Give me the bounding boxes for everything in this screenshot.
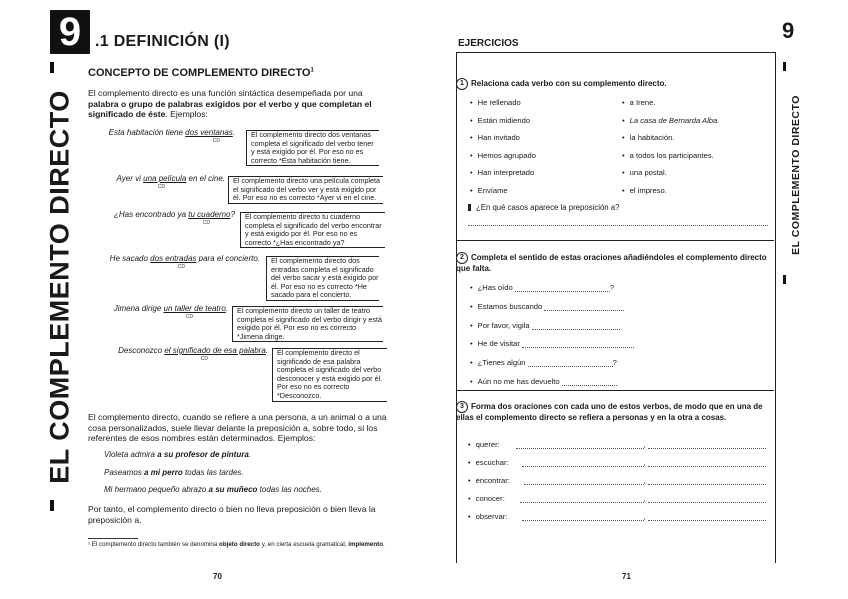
sentence-item [470,358,670,367]
exercise-1-complements [622,98,772,195]
right-side-title: EL COMPLEMENTO DIRECTO [790,95,802,255]
sentence-start: ¿Has oído [477,283,513,292]
cd-mark: CD [200,355,208,362]
example-note: El complemento directo una película completa el significado del verbo ver y está exigido por él. Por eso no es correcto *Ayer vi en el cine. [228,176,383,204]
cd-mark: CD [185,313,193,320]
exercise-2-items [470,283,670,386]
banner-dash [783,62,786,71]
complement-item: • a todos los participantes. [622,151,772,160]
example-note: El complemento directo dos entradas completa el significado del verbo sacar y está exigido por él. Por eso no es correcto *He sacado para el concierto. [266,256,379,301]
verb-line: • querer: , [468,440,768,449]
blank-persons[interactable] [522,513,644,521]
left-side-banner [42,60,78,515]
blank[interactable] [515,284,610,292]
example-cd: dos entradas [150,254,197,263]
exercise-number: 3 [456,401,468,413]
example-note: El complemento directo tu cuaderno completa el significado del verbo encontrar y está exigido por él. Por eso no es correcto *¿Has encontrado ya? [240,212,385,248]
sentence-start: Estamos buscando [477,301,543,311]
footnote-bold: implemento [348,541,383,548]
verb-line: • observar: , [468,512,768,521]
sentence-end: ? [612,358,617,368]
example2-bold: a su profesor de pintura [157,450,249,459]
complement-item: • La casa de Bernarda Alba. [622,116,772,125]
verb-item: • Hemos agrupado [470,151,610,160]
example-cd: el significado de esa palabra [164,346,266,355]
footnote-text: . [382,541,385,548]
blank[interactable] [544,303,624,311]
example-post: en el cine. [186,174,225,183]
left-side-title: EL COMPLEMENTO DIRECTO [44,90,75,484]
exercise-2-title [456,252,771,274]
exercise-1-question [468,203,619,212]
square-bullet [468,204,471,211]
example-post: para el concierto. [196,254,260,263]
cd-mark: CD [157,183,165,190]
example-note: El complemento directo un taller de teatro completa el significado del verbo dirigir y está exigido por él. Por eso no es correcto *Jimena dirige. [232,306,383,342]
example-pre: Esta habitación tiene [108,128,186,137]
blank-persons[interactable] [520,495,644,503]
example-post: . [225,304,228,313]
exercise-1-verbs [470,98,610,195]
footnote-ref: 1 [310,67,314,74]
example-cd: tu cuaderno [188,210,231,219]
exercise-title-text: Relaciona cada verbo con su complemento directo. [471,79,667,89]
example2-bold: a su muñeco [208,485,258,495]
example2-post: todas las tardes. [182,467,244,477]
cd-mark: CD [212,137,220,144]
example-pre: Desconozco [118,346,165,355]
blank-things[interactable] [648,495,766,503]
example-sentence [100,254,260,270]
example-sentence [100,174,225,190]
blank-things[interactable] [648,477,766,485]
example2-pre: Paseamos [104,467,145,477]
sentence-item [470,283,670,292]
intro-paragraph [88,88,393,120]
example-pre: ¿Has encontrado ya [114,210,189,219]
example-post: . [232,128,235,137]
example-pre: Jimena dirige [113,304,164,313]
verb-item: • Han interpretado [470,168,610,177]
exercise-3-verbs [468,440,768,521]
answer-line[interactable] [468,225,768,226]
chapter-number-badge: 9 [50,10,90,54]
example2-line [104,485,394,495]
blank[interactable] [528,359,613,367]
page-number-right: 71 [622,572,631,581]
banner-dash [50,62,54,73]
example-sentence [100,128,240,144]
example2-line [104,450,394,460]
sentence-end: ? [609,283,615,292]
verb-label: conocer: [475,494,505,503]
sentence-item [470,302,670,311]
examples-block [100,128,398,408]
exercise-number: 2 [456,252,468,264]
blank-persons[interactable] [516,441,644,449]
example-note: El complemento directo el significado de esa palabra completa el significado del verbo desconocer y está exigido por él. Por eso no es correcto *Desconozco. [272,348,387,402]
verb-label: observar: [475,512,508,521]
example2-post: todas las noches. [257,485,322,495]
example-sentence [100,304,228,320]
verb-item: • Están midiendo [470,116,610,125]
sentence-item [470,339,670,348]
example-sentence [100,346,268,362]
footnote-text: ¹ El complemento directo también se denomina [88,541,220,548]
page-number-left: 70 [213,572,222,581]
question-text: ¿En qué casos aparece la preposición a? [476,203,620,212]
subtitle-text: CONCEPTO DE COMPLEMENTO DIRECTO [88,67,311,79]
example-post: . [265,346,268,355]
verb-line: • escuchar: , [468,458,768,467]
example2-pre: Mi hermano pequeño abrazo [104,485,209,495]
footnote-divider [88,538,138,539]
exercise-divider [456,390,774,391]
verb-line: • encontrar: , [468,476,768,485]
example-cd: una película [143,174,187,183]
exercise-number: 1 [456,78,468,90]
paragraph-conclusion: Por tanto, el complemento directo o bien no lleva preposición o bien lleva la preposición a. [88,504,376,525]
verb-item: • He rellenado [470,98,610,107]
verb-label: querer: [475,440,500,449]
example-note: El complemento directo dos ventanas completa el significado del verbo tener y está exigido por él. Por eso no es correcto *Esta habitación tiene. [246,130,379,166]
examples2-block [104,450,394,495]
cd-mark: CD [177,263,185,270]
example-cd: un taller de teatro [163,304,226,313]
intro-text-end: . Ejemplos: [165,109,208,120]
verb-item: • Han invitado [470,133,610,142]
example-sentence [100,210,235,226]
verb-item: • Envíame [470,186,610,195]
verb-label: encontrar: [475,476,510,485]
verb-line: • conocer: , [468,494,768,503]
chapter-number-right: 9 [782,18,795,43]
chapter-title: .1 DEFINICIÓN (I) [95,33,230,50]
example2-pre: Violeta admira [104,450,158,459]
section-subtitle [88,67,314,79]
verb-label: escuchar: [475,458,509,467]
exercises-title: EJERCICIOS [458,38,519,49]
blank-persons[interactable] [522,459,644,467]
example-pre: Ayer vi [116,174,144,183]
sentence-start: ¿Tienes algún [477,358,526,368]
cd-mark: CD [202,219,210,226]
footnote-bold: objeto directo [219,541,260,548]
sentence-start: Aún no me has devuelto [477,376,560,386]
intro-text: El complemento directo es una función sintáctica desempeñada por una [88,88,363,98]
example2-line [104,468,394,478]
sentence-start: Por favor, vigila [477,320,530,330]
example-cd: dos ventanas [185,128,233,137]
footnote [88,541,393,548]
blank-things[interactable] [648,459,766,467]
sentence-start: He de visitar [477,339,520,349]
example2-post: . [248,450,252,459]
intro-bold: palabra o grupo de palabras exigidos por el verbo y que completan el significado de éste [88,98,372,120]
exercise-title-text: Forma dos oraciones con cada uno de estos verbos, de modo que en una de ellas el complemento directo se refiera a personas y en la otra a cosas. [456,402,763,422]
complement-item: • el impreso. [622,186,772,195]
example2-bold: a mi perro [144,467,183,477]
blank-persons[interactable] [524,477,644,485]
blank-things[interactable] [648,513,766,521]
sentence-item [470,377,670,386]
example-pre: He sacado [109,254,151,263]
blank[interactable] [532,322,620,330]
blank[interactable] [522,340,634,348]
exercise-title-text: Completa el sentido de estas oraciones añadiéndoles el complemento directo que falta. [456,253,767,273]
footnote-text: y, en cierta escuela gramatical, [259,541,349,548]
blank[interactable] [562,378,617,386]
banner-dash [50,500,54,511]
example-post: ? [230,210,235,219]
complement-item: • una postal. [622,168,772,177]
exercise-divider [456,240,774,241]
exercise-3-title [456,401,771,423]
complement-item: • a Irene. [622,98,772,107]
right-side-banner [776,60,816,290]
sentence-item [470,321,670,330]
complement-item: • la habitación. [622,133,772,142]
paragraph-persons: El complemento directo, cuando se refiere a una persona, a un animal o a una cosa personalizados, suele llevar delante la preposición a, sobre todo, si los referentes de esos nombres están determinados. Ejemplos: [88,412,387,444]
exercise-1-title [456,78,756,90]
banner-dash [783,275,786,284]
blank-things[interactable] [648,441,766,449]
